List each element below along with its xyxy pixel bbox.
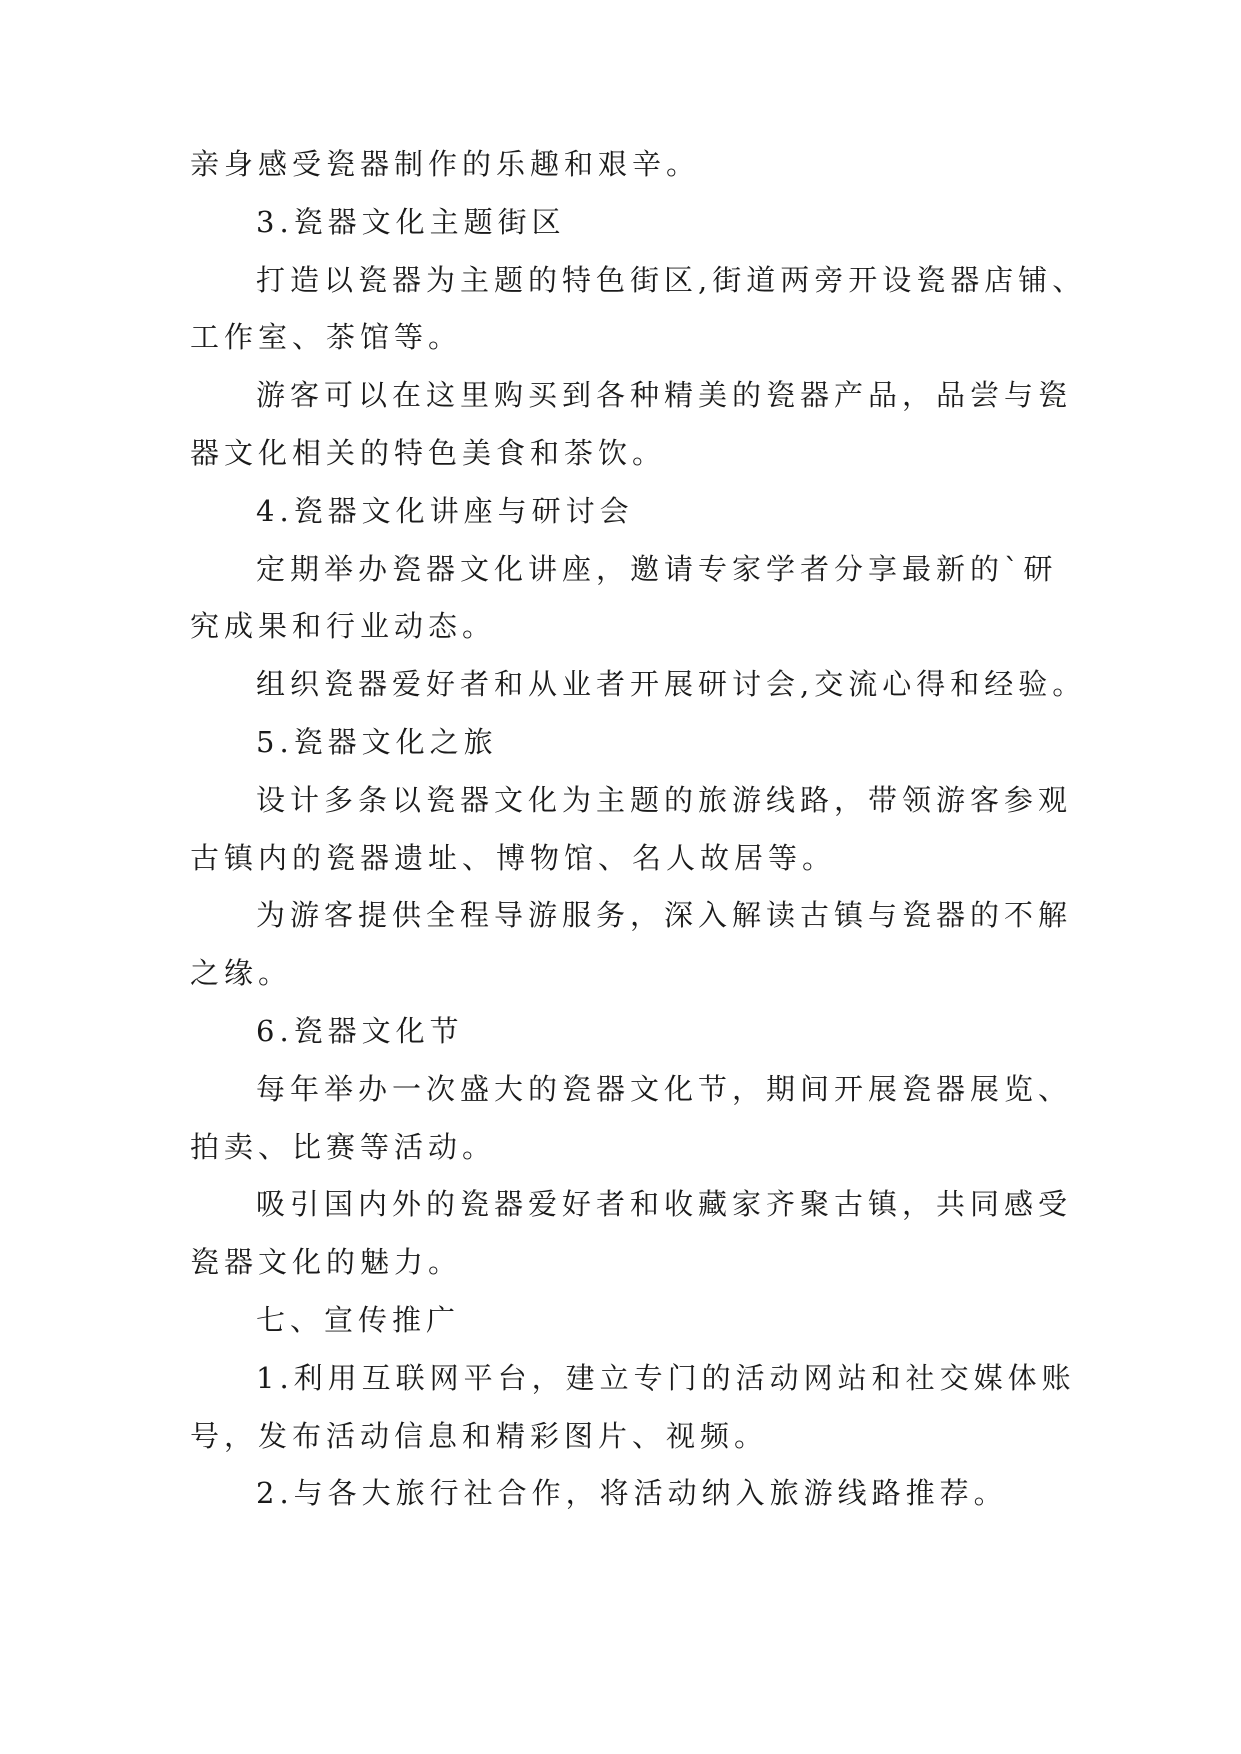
text-line: 4.瓷器文化讲座与研讨会 bbox=[256, 493, 634, 528]
text-line: 为游客提供全程导游服务，深入解读古镇与瓷器的不解 bbox=[256, 898, 1073, 933]
text-line: 设计多条以瓷器文化为主题的旅游线路，带领游客参观 bbox=[256, 782, 1073, 817]
text-line: 5.瓷器文化之旅 bbox=[256, 725, 498, 759]
text-line: 古镇内的瓷器遗址、博物馆、名人故居等。 bbox=[190, 840, 837, 875]
text-line: 器文化相关的特色美食和茶饮。 bbox=[190, 436, 667, 470]
text-line: 工作室、茶馆等。 bbox=[190, 320, 463, 355]
text-line: 拍卖、比赛等活动。 bbox=[190, 1129, 497, 1164]
text-line: 3.瓷器文化主题街区 bbox=[256, 204, 566, 239]
text-line: 七、宣传推广 bbox=[256, 1303, 461, 1337]
text-line: 亲身感受瓷器制作的乐趣和艰辛。 bbox=[190, 147, 701, 181]
text-line: 瓷器文化的魅力。 bbox=[190, 1245, 463, 1280]
text-line: 之缘。 bbox=[190, 956, 293, 991]
text-line: 打造以瓷器为主题的特色街区,街道两旁开设瓷器店铺、 bbox=[256, 262, 1087, 297]
text-line: 定期举办瓷器文化讲座，邀请专家学者分享最新的`研 bbox=[256, 551, 1058, 586]
text-line: 1.利用互联网平台，建立专门的活动网站和社交媒体账 bbox=[256, 1360, 1076, 1395]
text-line: 究成果和行业动态。 bbox=[190, 609, 497, 644]
text-line: 游客可以在这里购买到各种精美的瓷器产品，品尝与瓷 bbox=[256, 378, 1073, 413]
text-line: 2.与各大旅行社合作，将活动纳入旅游线路推荐。 bbox=[256, 1476, 1008, 1511]
text-line: 每年举办一次盛大的瓷器文化节，期间开展瓷器展览、 bbox=[256, 1071, 1073, 1106]
text-line: 吸引国内外的瓷器爱好者和收藏家齐聚古镇，共同感受 bbox=[256, 1187, 1073, 1222]
text-line: 组织瓷器爱好者和从业者开展研讨会,交流心得和经验。 bbox=[256, 667, 1087, 702]
text-line: 号，发布活动信息和精彩图片、视频。 bbox=[190, 1418, 769, 1453]
text-line: 6.瓷器文化节 bbox=[256, 1014, 464, 1048]
